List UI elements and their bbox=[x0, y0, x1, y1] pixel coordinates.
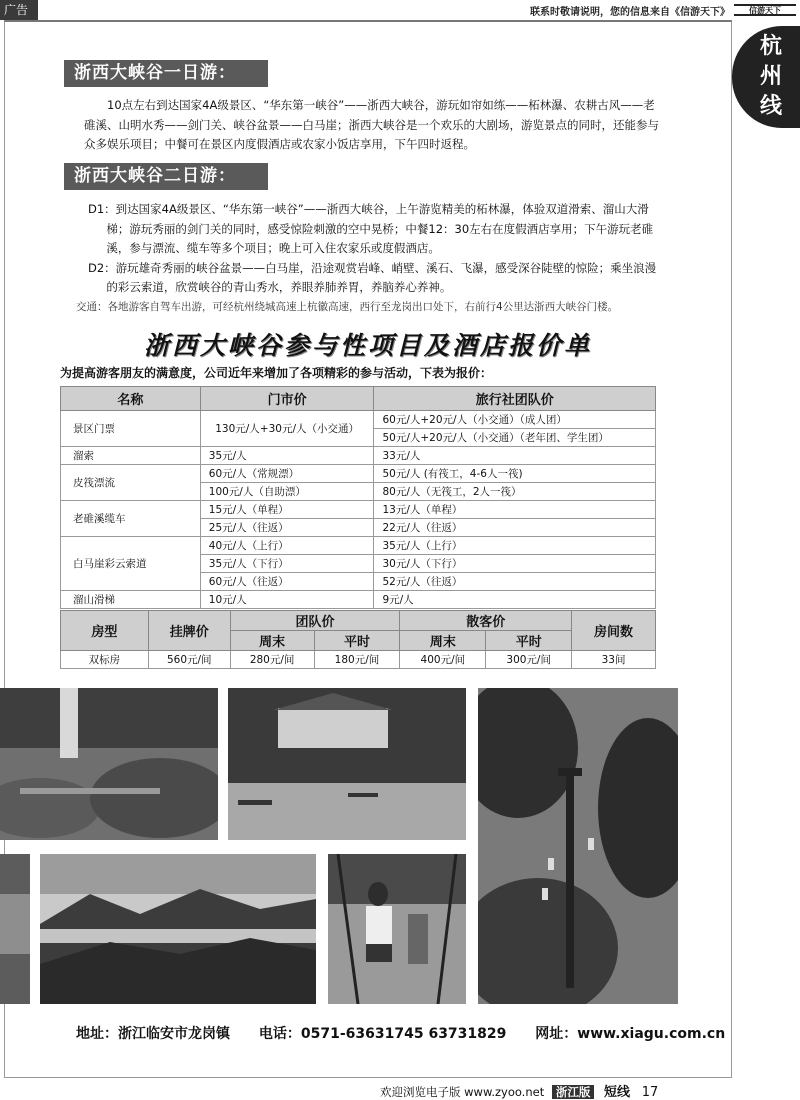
ad-label: 广告 bbox=[0, 0, 38, 20]
region-char: 线 bbox=[759, 94, 782, 119]
waterfall-photo bbox=[0, 688, 218, 840]
item-name: 景区门票 bbox=[61, 411, 201, 447]
region-char: 杭 bbox=[759, 34, 782, 59]
scatter-weekend-price: 400元/间 bbox=[400, 651, 486, 669]
activity-price-table bbox=[60, 386, 656, 609]
group-price: 33元/人 bbox=[374, 447, 656, 465]
group-price: 50元/人 (有筏工，4-6人一筏) bbox=[374, 465, 656, 483]
group-price: 60元/人+20元/人（小交通）（成人团） bbox=[374, 411, 656, 429]
table-row bbox=[61, 465, 656, 483]
weekday-header: 平时 bbox=[486, 631, 572, 651]
day2-d1-text: D1：到达国家4A级景区、“华东第一峡谷”——浙西大峡谷，上午游览精美的柘林瀑，体验双道滑索、溜山大滑梯；游玩秀丽的剑门关的同时，感受惊险刺激的空中晃桥；中餐12：30左右在度假酒店享用；下午游玩老碓溪，参与漂流、缆车等多个项目；晚上可入住农家乐或度假酒店。 bbox=[88, 202, 654, 255]
retail-price: 15元/人（单程） bbox=[200, 501, 374, 519]
retail-price: 35元/人（下行） bbox=[200, 555, 374, 573]
contact-note: 联系时敬请说明，您的信息来自《信游天下》 bbox=[530, 7, 730, 18]
group-weekday-price: 180元/间 bbox=[314, 651, 400, 669]
list-price-header: 挂牌价 bbox=[148, 611, 230, 651]
group-price: 52元/人（往返） bbox=[374, 573, 656, 591]
room-type: 双标房 bbox=[61, 651, 149, 669]
scatter-weekday-price: 300元/间 bbox=[486, 651, 572, 669]
side-photo bbox=[0, 854, 30, 1004]
weekend-header: 周末 bbox=[400, 631, 486, 651]
room-count: 33间 bbox=[572, 651, 656, 669]
room-type-header: 房型 bbox=[61, 611, 149, 651]
item-name: 老碓溪缆车 bbox=[61, 501, 201, 537]
day1-description bbox=[84, 96, 664, 155]
weekend-header: 周末 bbox=[230, 631, 314, 651]
retail-price: 60元/人（常规漂） bbox=[200, 465, 374, 483]
table-row bbox=[61, 537, 656, 555]
retail-price: 25元/人（往返） bbox=[200, 519, 374, 537]
mountain-sea-of-clouds-photo bbox=[40, 854, 316, 1004]
region-char: 州 bbox=[759, 64, 782, 89]
traffic-info: 交通：各地游客自驾车出游，可经杭州绕城高速上杭徽高速，西行至龙岗出口处下，右前行4公里达浙西大峡谷门楼。 bbox=[76, 301, 619, 313]
rooms-header: 房间数 bbox=[572, 611, 656, 651]
table-row bbox=[61, 501, 656, 519]
group-price: 80元/人（无筏工，2人一筏） bbox=[374, 483, 656, 501]
group-price: 50元/人+20元/人（小交通）（老年团、学生团） bbox=[374, 429, 656, 447]
price-list-intro: 为提高游客朋友的满意度，公司近年来增加了各项精彩的参与活动，下表为报价： bbox=[60, 366, 493, 380]
hotel-price-table bbox=[60, 610, 656, 669]
group-price: 22元/人（往返） bbox=[374, 519, 656, 537]
col-header-retail: 门市价 bbox=[200, 387, 374, 411]
table-row bbox=[61, 447, 656, 465]
group-price: 35元/人（上行） bbox=[374, 537, 656, 555]
page-footer bbox=[380, 1081, 658, 1100]
phone: 电话：0571-63631745 63731829 bbox=[258, 1026, 507, 1042]
hotel-header-row bbox=[61, 611, 656, 631]
lake-hotel-photo bbox=[228, 688, 466, 840]
hotel-row bbox=[61, 651, 656, 669]
day1-text: 10点左右到达国家4A级景区、“华东第一峡谷”——浙西大峡谷，游玩如帘如练——柘林瀑、农耕古风——老碓溪、山明水秀——剑门关、峡谷盆景——白马崖；浙西大峡谷是一个欢乐的大剧场，游览景点的同时，还能参与众多娱乐项目；中餐可在景区内度假酒店或农家小饭店享用，下午四时返程。 bbox=[84, 98, 659, 151]
col-header-group: 旅行社团队价 bbox=[374, 387, 656, 411]
website: 网址：www.xiagu.com.cn bbox=[535, 1026, 726, 1042]
scatter-price-header: 散客价 bbox=[400, 611, 572, 631]
address: 地址：浙江临安市龙岗镇 bbox=[76, 1026, 230, 1042]
region-tab bbox=[732, 26, 800, 128]
retail-price: 130元/人+30元/人（小交通） bbox=[200, 411, 374, 447]
page-number: 17 bbox=[641, 1085, 659, 1100]
group-price: 30元/人（下行） bbox=[374, 555, 656, 573]
col-header-name: 名称 bbox=[61, 387, 201, 411]
item-name: 皮筏漂流 bbox=[61, 465, 201, 501]
table-header-row bbox=[61, 387, 656, 411]
retail-price: 35元/人 bbox=[200, 447, 374, 465]
retail-price: 60元/人（往返） bbox=[200, 573, 374, 591]
item-name: 溜山滑梯 bbox=[61, 591, 201, 609]
price-list-title: 浙西大峡谷参与性项目及酒店报价单 bbox=[143, 331, 592, 360]
item-name: 白马崖彩云索道 bbox=[61, 537, 201, 591]
list-price: 560元/间 bbox=[148, 651, 230, 669]
day2-description bbox=[80, 200, 664, 298]
weekday-header: 平时 bbox=[314, 631, 400, 651]
top-bar bbox=[0, 0, 800, 20]
day1-heading: 浙西大峡谷一日游： bbox=[64, 60, 268, 87]
retail-price: 10元/人 bbox=[200, 591, 374, 609]
group-price: 9元/人 bbox=[374, 591, 656, 609]
retail-price: 40元/人（上行） bbox=[200, 537, 374, 555]
edition-badge: 浙江版 bbox=[552, 1085, 595, 1099]
group-price: 13元/人（单程） bbox=[374, 501, 656, 519]
table-row bbox=[61, 591, 656, 609]
table-row bbox=[61, 411, 656, 429]
day2-d2-text: D2：游玩雄奇秀丽的峡谷盆景——白马崖，沿途观赏岩峰、峭壁、溪石、飞瀑，感受深谷陡壁的惊险；乘坐浪漫的彩云索道，欣赏峡谷的青山秀水，养眼养肺养胃，养脑养心养神。 bbox=[88, 260, 657, 294]
footer-text: 欢迎浏览电子版 www.zyoo.net bbox=[380, 1085, 545, 1099]
cable-car-photo bbox=[478, 688, 678, 1004]
day2-heading: 浙西大峡谷二日游： bbox=[64, 163, 268, 190]
group-price-header: 团队价 bbox=[230, 611, 400, 631]
publication-logo: 信游天下 bbox=[734, 4, 796, 16]
swing-bridge-photo bbox=[328, 854, 466, 1004]
item-name: 溜索 bbox=[61, 447, 201, 465]
section-name: 短线 bbox=[604, 1085, 631, 1100]
contact-line bbox=[76, 1023, 749, 1043]
retail-price: 100元/人（自助漂） bbox=[200, 483, 374, 501]
group-weekend-price: 280元/间 bbox=[230, 651, 314, 669]
